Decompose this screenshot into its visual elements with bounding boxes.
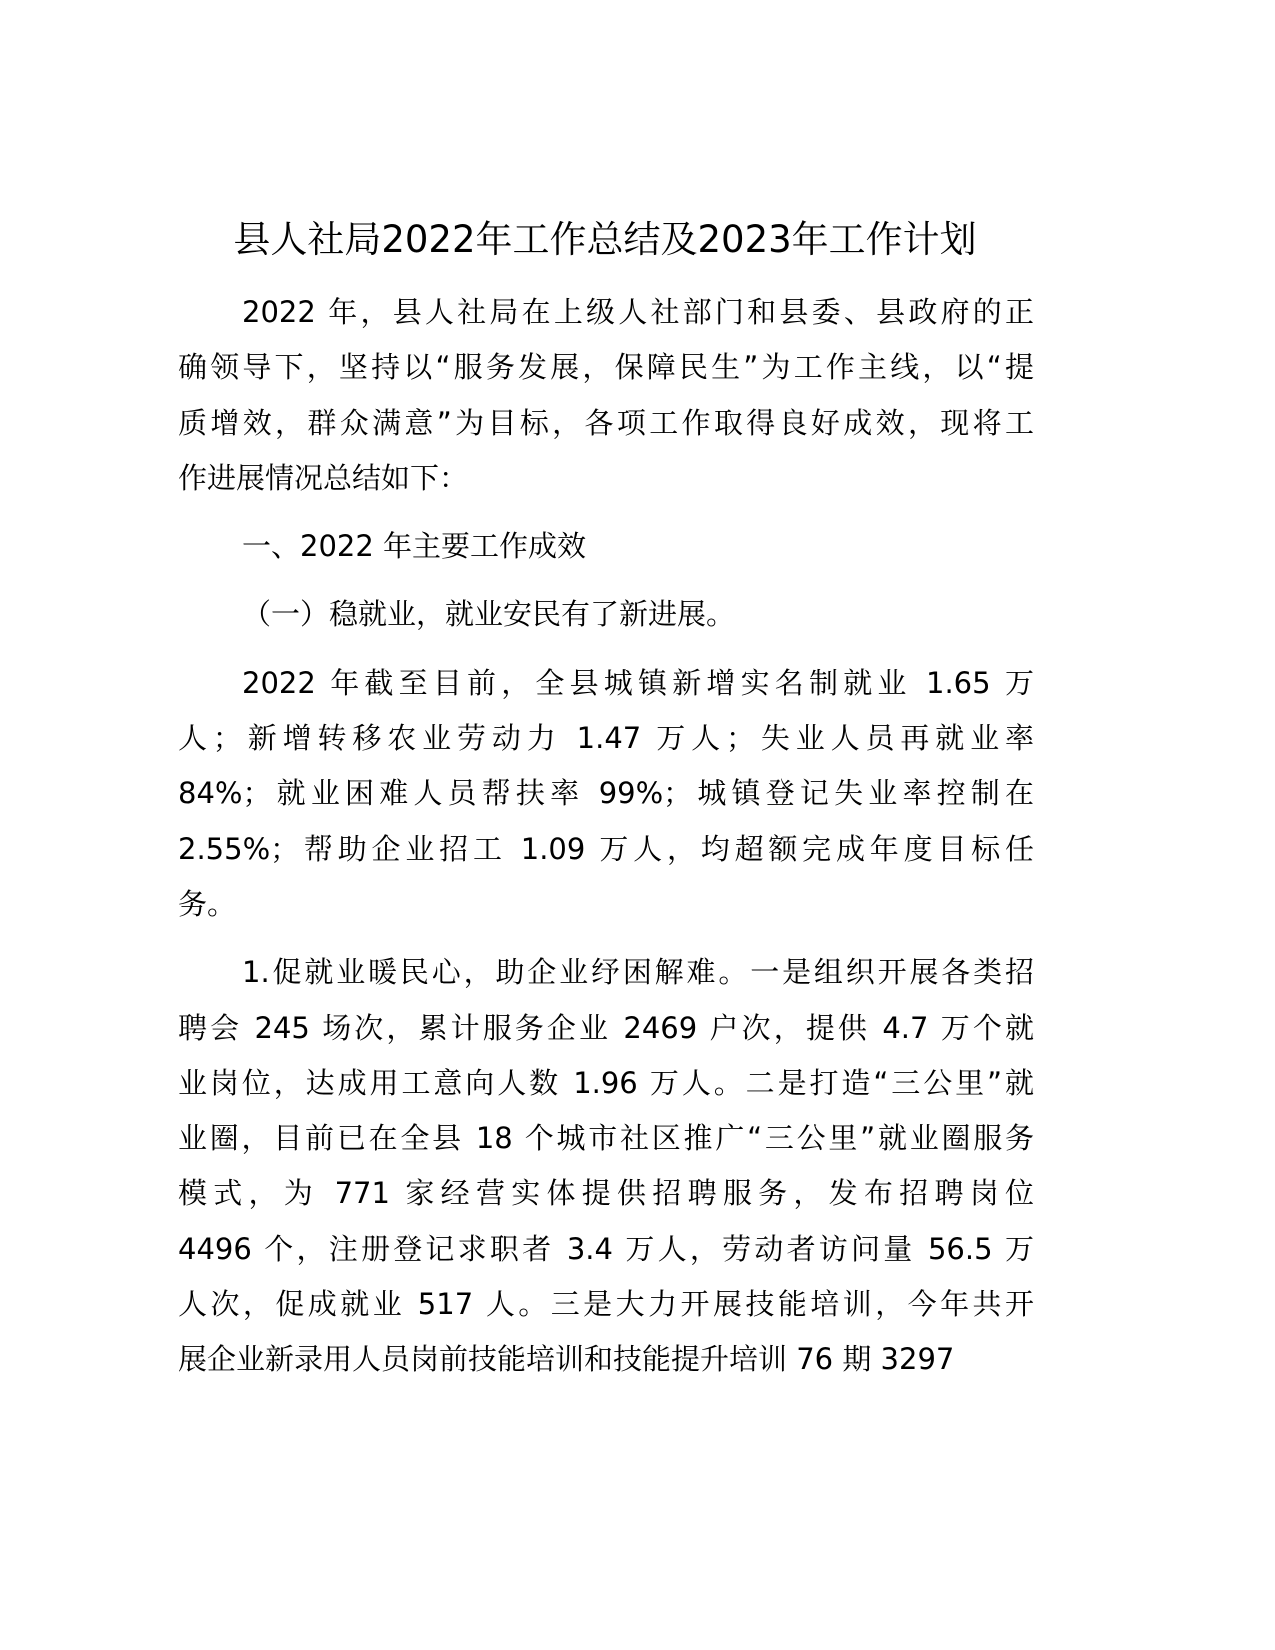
text-line: 2022 年截至目前，全县城镇新增实名制就业 1.65 万 xyxy=(242,665,1034,700)
document-title: 县人社局2022年工作总结及2023年工作计划 xyxy=(233,218,977,261)
text-line: 2.55%；帮助企业招工 1.09 万人，均超额完成年度目标任 xyxy=(178,831,1034,866)
text-line: 4496 个，注册登记求职者 3.4 万人，劳动者访问量 56.5 万 xyxy=(178,1231,1034,1266)
text-line: 业圈，目前已在全县 18 个城市社区推广“三公里”就业圈服务 xyxy=(178,1121,1034,1156)
paragraph-gap xyxy=(178,643,1034,656)
text-line: 人次，促成就业 517 人。三是大力开展技能培训，今年共开 xyxy=(178,1287,1034,1322)
paragraph-gap xyxy=(178,574,1034,587)
paragraph-gap xyxy=(178,932,1034,945)
text-line: 人；新增转移农业劳动力 1.47 万人；失业人员再就业率 xyxy=(178,721,1034,756)
text-line: 作进展情况总结如下： xyxy=(178,460,469,495)
text-line: 业岗位，达成用工意向人数 1.96 万人。二是打造“三公里”就 xyxy=(178,1065,1034,1100)
text-line: 聘会 245 场次，累计服务企业 2469 户次，提供 4.7 万个就 xyxy=(178,1010,1034,1045)
text-line: （一）稳就业，就业安民有了新进展。 xyxy=(242,597,736,632)
text-line: 展企业新录用人员岗前技能培训和技能提升培训 76 期 3297 xyxy=(178,1342,955,1377)
paragraph xyxy=(178,519,1034,574)
text-line: 一、2022 年主要工作成效 xyxy=(242,529,587,564)
paragraph xyxy=(178,945,1034,1387)
text-line: 1.促就业暖民心，助企业纾困解难。一是组织开展各类招 xyxy=(242,955,1034,990)
paragraph xyxy=(178,656,1034,932)
text-line: 务。 xyxy=(178,886,237,921)
text-line: 确领导下，坚持以“服务发展，保障民生”为工作主线，以“提 xyxy=(178,350,1034,385)
text-line: 模式，为 771 家经营实体提供招聘服务，发布招聘岗位 xyxy=(178,1176,1034,1211)
text-line: 2022 年，县人社局在上级人社部门和县委、县政府的正 xyxy=(242,295,1034,329)
paragraph-gap xyxy=(178,506,1034,519)
document-body xyxy=(178,285,1034,1388)
paragraph xyxy=(178,587,1034,642)
text-line: 质增效，群众满意”为目标，各项工作取得良好成效，现将工 xyxy=(178,405,1034,440)
text-line: 84%；就业困难人员帮扶率 99%；城镇登记失业率控制在 xyxy=(178,776,1034,811)
paragraph xyxy=(178,285,1034,506)
